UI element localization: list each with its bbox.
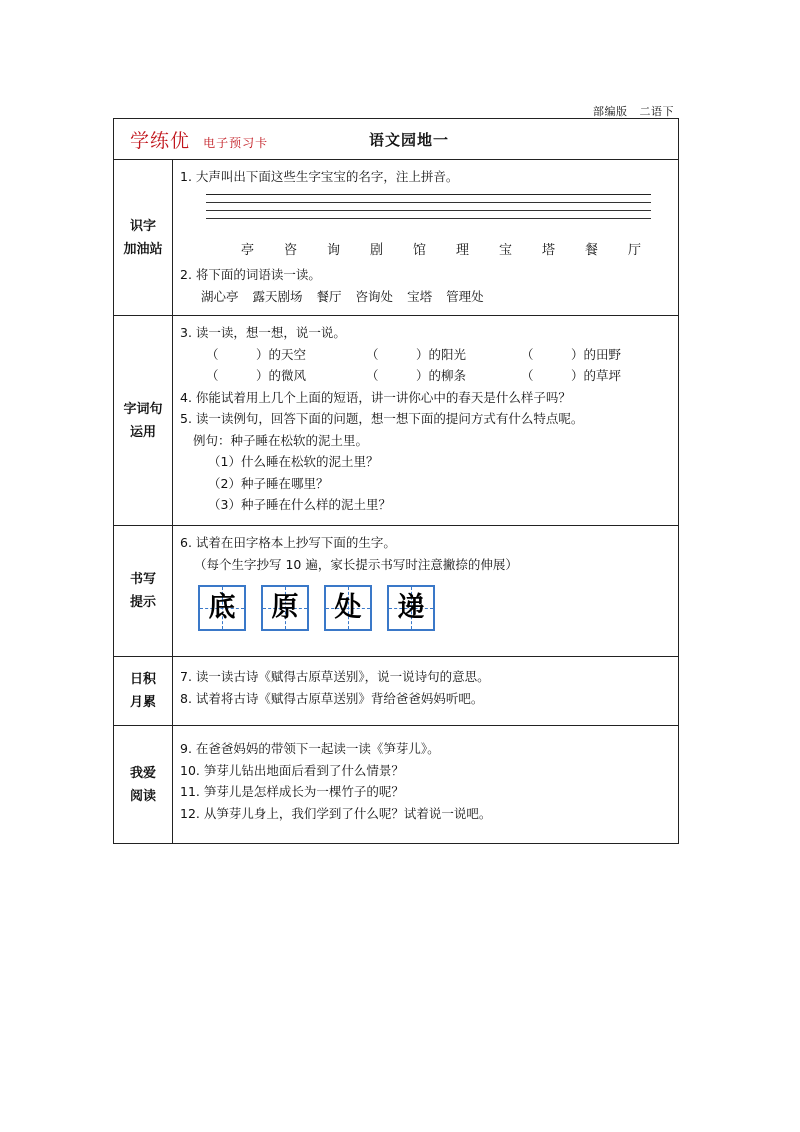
question-10: 10. 笋芽儿钻出地面后看到了什么情景？ <box>180 762 404 778</box>
section-content <box>173 160 679 316</box>
question-11: 11. 笋芽儿是怎样成长为一棵竹子的呢？ <box>180 784 404 799</box>
pinyin-writing-lines <box>206 194 651 226</box>
example-sentence: 例句：种子睡在松软的泥土里。 <box>193 432 369 448</box>
question-5: 5. 读一读例句，回答下面的问题，想一想下面的提问方式有什么特点呢。 <box>180 411 584 426</box>
preview-card-table <box>113 118 679 844</box>
section-label <box>114 526 173 657</box>
question-12: 12. 从笋芽儿身上，我们学到了什么呢？试着说一说吧。 <box>180 805 492 821</box>
word-item: 露天剧场 <box>252 288 303 304</box>
label-line: 提示 <box>129 595 156 610</box>
label-line: 我爱 <box>129 765 156 781</box>
phrase-row-1 <box>180 344 672 366</box>
section-content <box>173 316 679 526</box>
label-line: 加油站 <box>123 241 163 257</box>
grid-char: 原 <box>271 592 299 624</box>
section-label <box>114 726 173 844</box>
question-6: 6. 试着在田字格本上抄写下面的生字。 <box>180 535 396 550</box>
question-4: 4. 你能试着用上几个上面的短语，讲一讲你心中的春天是什么样子吗？ <box>180 389 571 405</box>
section-label <box>114 657 173 726</box>
phrase-item: （ ）的阳光 <box>366 346 467 362</box>
char-item: 询 <box>326 242 340 258</box>
section-label <box>114 160 173 316</box>
sub-question-3: （3）种子睡在什么样的泥土里？ <box>208 497 391 512</box>
phrase-item: （ ）的田野 <box>521 346 622 362</box>
phrase-item: （ ）的天空 <box>206 346 307 362</box>
edition-grade: 二语下 <box>639 105 674 118</box>
writing-note: （每个生字抄写 10 遍，家长提示书写时注意撇捺的伸展） <box>194 556 518 572</box>
label-line: 书写 <box>129 572 156 587</box>
word-item: 咨询处 <box>355 288 394 304</box>
grid-char: 底 <box>208 592 236 624</box>
label-line: 识字 <box>129 218 156 234</box>
brand-name: 学练优 <box>130 129 191 152</box>
phrase-item: （ ）的草坪 <box>521 368 622 383</box>
char-item: 亭 <box>240 242 254 258</box>
section-content <box>173 657 679 726</box>
word-item: 餐厅 <box>316 288 342 304</box>
phrase-item: （ ）的柳条 <box>366 368 467 383</box>
tianzige-cell <box>261 585 309 631</box>
label-line: 日积 <box>129 672 156 687</box>
section-reading <box>114 726 679 844</box>
char-item: 馆 <box>412 242 426 258</box>
word-item: 宝塔 <box>407 288 433 304</box>
question-1: 1. 大声叫出下面这些生字宝宝的名字，注上拼音。 <box>180 169 459 184</box>
phrase-row-2 <box>180 365 672 387</box>
header-row <box>114 119 679 160</box>
character-list <box>226 240 656 262</box>
char-item: 厅 <box>627 242 641 258</box>
char-item: 餐 <box>584 242 598 258</box>
sub-question-1: （1）什么睡在松软的泥土里？ <box>208 454 379 469</box>
word-item: 管理处 <box>446 288 484 304</box>
tianzige-cell <box>198 585 246 631</box>
grid-char: 递 <box>397 592 425 624</box>
label-line: 月累 <box>129 695 156 710</box>
label-line: 阅读 <box>129 788 156 804</box>
section-writing <box>114 526 679 657</box>
section-accumulation <box>114 657 679 726</box>
section-literacy <box>114 160 679 316</box>
section-content <box>173 726 679 844</box>
question-2: 2. 将下面的词语读一读。 <box>180 267 321 282</box>
sub-question-2: （2）种子睡在哪里？ <box>208 475 329 491</box>
tianzige-grid-row <box>198 585 672 631</box>
word-list <box>180 286 672 308</box>
question-8: 8. 试着将古诗《赋得古原草送别》背给爸爸妈妈听吧。 <box>180 690 484 706</box>
page-title: 语文园地一 <box>369 131 450 149</box>
grid-char: 处 <box>334 592 362 624</box>
header-cell <box>114 119 679 160</box>
edition-publisher: 部编版 <box>593 105 628 118</box>
char-item: 咨 <box>283 242 297 258</box>
char-item: 理 <box>455 242 469 258</box>
word-item: 湖心亭 <box>201 288 239 304</box>
char-item: 剧 <box>369 242 383 258</box>
question-7: 7. 读一读古诗《赋得古原草送别》，说一说诗句的意思。 <box>180 669 490 684</box>
question-9: 9. 在爸爸妈妈的带领下一起读一读《笋芽儿》。 <box>180 741 440 756</box>
brand-subtitle: 电子预习卡 <box>203 135 269 150</box>
section-word-usage <box>114 316 679 526</box>
question-3: 3. 读一读，想一想，说一说。 <box>180 325 346 340</box>
char-item: 塔 <box>541 242 555 258</box>
phrase-item: （ ）的微风 <box>206 368 307 383</box>
section-label <box>114 316 173 526</box>
edition-label <box>593 103 674 119</box>
tianzige-cell <box>324 585 372 631</box>
label-line: 字词句 <box>123 401 163 417</box>
char-item: 宝 <box>498 242 512 258</box>
tianzige-cell <box>387 585 435 631</box>
section-content <box>173 526 679 657</box>
label-line: 运用 <box>129 424 156 440</box>
